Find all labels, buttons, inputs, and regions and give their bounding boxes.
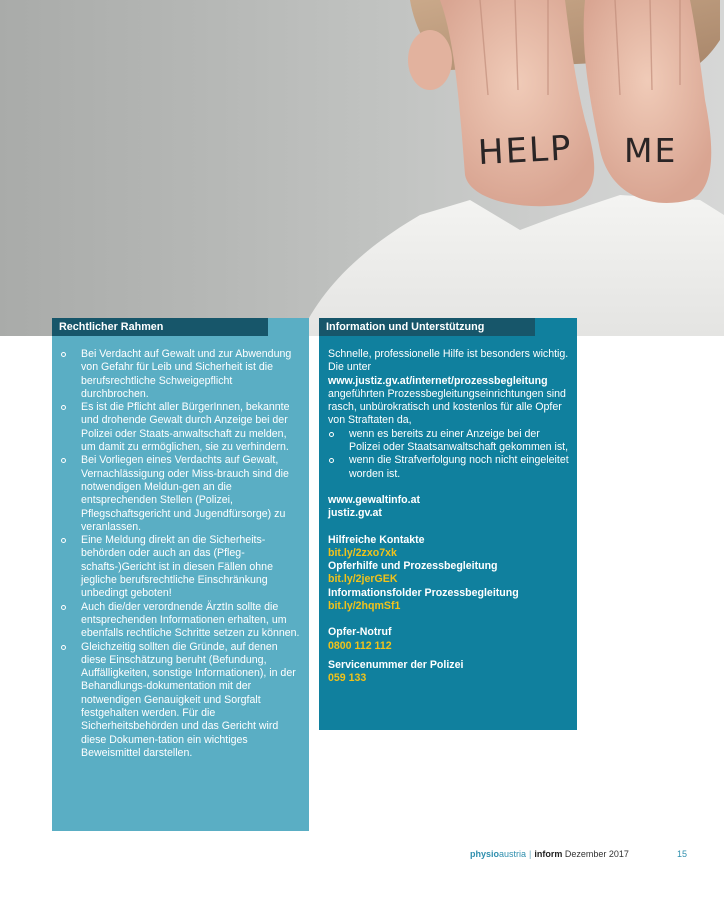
hotline-number[interactable]: 0800 112 112 (328, 639, 392, 652)
contacts-link-1[interactable]: bit.ly/2zxo7xk (328, 546, 397, 559)
list-item: wenn es bereits zu einer Anzeige bei der Polizei oder Staatsanwaltschaft gekommen ist, (328, 428, 572, 455)
intro-text-2: angeführten Prozessbegleitungseinrichtungen sind rasch, unbürokratisch und kostenlos für alle Opfer von Straftaten da, (328, 387, 566, 427)
police-number[interactable]: 059 133 (328, 672, 367, 685)
brand-name: physio (470, 849, 500, 859)
help-text: HELP (477, 128, 574, 174)
prozessbegleitung-link[interactable]: www.justiz.gv.at/internet/prozessbegleitung (328, 374, 548, 387)
conditions-list (328, 428, 572, 481)
magazine-name: inform (534, 849, 563, 859)
right-hand (584, 0, 712, 203)
justiz-link[interactable]: justiz.gv.at (328, 507, 382, 520)
contacts-label-2: Opferhilfe und Prozessbegleitung (328, 560, 498, 573)
photo-illustration (0, 0, 724, 336)
list-item: Gleichzeitig sollten die Gründe, auf denen diese Einschätzung beruht (Befundung, Auffälligkeiten, sonstige Informationen), in der Behandlungs-dokumentation mit der notwendigen Genauigkeit und Sorgfalt festgehalten werden. Für die Sicherheitsbehörden und das Gericht wird diese Dokumen-tation ein wichtiges Beweismittel darstellen. (60, 641, 300, 761)
info-support-box (319, 318, 577, 730)
ear (408, 30, 452, 90)
shirt (300, 195, 724, 336)
list-item: Bei Vorliegen eines Verdachts auf Gewalt, Vernachlässigung oder Miss-brauch sind die notwendigen Meldun-gen an die entsprechenden Stellen (Polizei, Pflegschaftsgericht und Jugendfürsorge) zu veranlassen. (60, 454, 300, 534)
contacts-link-3[interactable]: bit.ly/2hqmSf1 (328, 600, 401, 613)
contacts-label-3: Informationsfolder Prozessbegleitung (328, 586, 519, 599)
footer-separator: | (529, 849, 532, 859)
list-item: Eine Meldung direkt an die Sicherheits-behörden oder auch an das (Pfleg-schafts-)Gericht ist in diesen Fällen ohne jegliche berufsrechtliche Einschränkung unbedingt geboten! (60, 534, 300, 600)
legal-framework-list (60, 348, 300, 760)
header-photo (0, 0, 724, 336)
page-footer (470, 849, 688, 859)
legal-framework-title: Rechtlicher Rahmen (52, 318, 268, 336)
issue-date: Dezember 2017 (564, 849, 629, 859)
police-label: Servicenummer der Polizei (328, 658, 464, 671)
contacts-heading: Hilfreiche Kontakte (328, 533, 425, 546)
gewaltinfo-link[interactable]: www.gewaltinfo.at (328, 493, 421, 506)
hotline-label: Opfer-Notruf (328, 626, 392, 639)
list-item: wenn die Strafverfolgung noch nicht eingeleitet worden ist. (328, 454, 572, 481)
legal-framework-box (52, 318, 309, 831)
list-item: Auch die/der verordnende ÄrztIn sollte die entsprechenden Informationen erhalten, um ebenfalls rechtliche Schritte setzen zu können. (60, 601, 300, 641)
brand-suffix: austria (499, 849, 527, 859)
info-support-title: Information und Unterstützung (319, 318, 535, 336)
intro-text: Schnelle, professionelle Hilfe ist besonders wichtig. Die unter (328, 348, 569, 374)
list-item: Bei Verdacht auf Gewalt und zur Abwendung von Gefahr für Leib und Sicherheit ist die berufsrechtliche Schweigepflicht durchbrochen. (60, 348, 300, 401)
page-number: 15 (677, 849, 688, 859)
list-item: Es ist die Pflicht aller BürgerInnen, bekannte und drohende Gewalt durch Anzeige bei der Polizei oder Staats-anwaltschaft zu melden, um damit zu ermöglichen, sie zu verhindern. (60, 401, 300, 454)
me-text: ME (624, 131, 678, 170)
contacts-link-2[interactable]: bit.ly/2jerGEK (328, 573, 398, 586)
